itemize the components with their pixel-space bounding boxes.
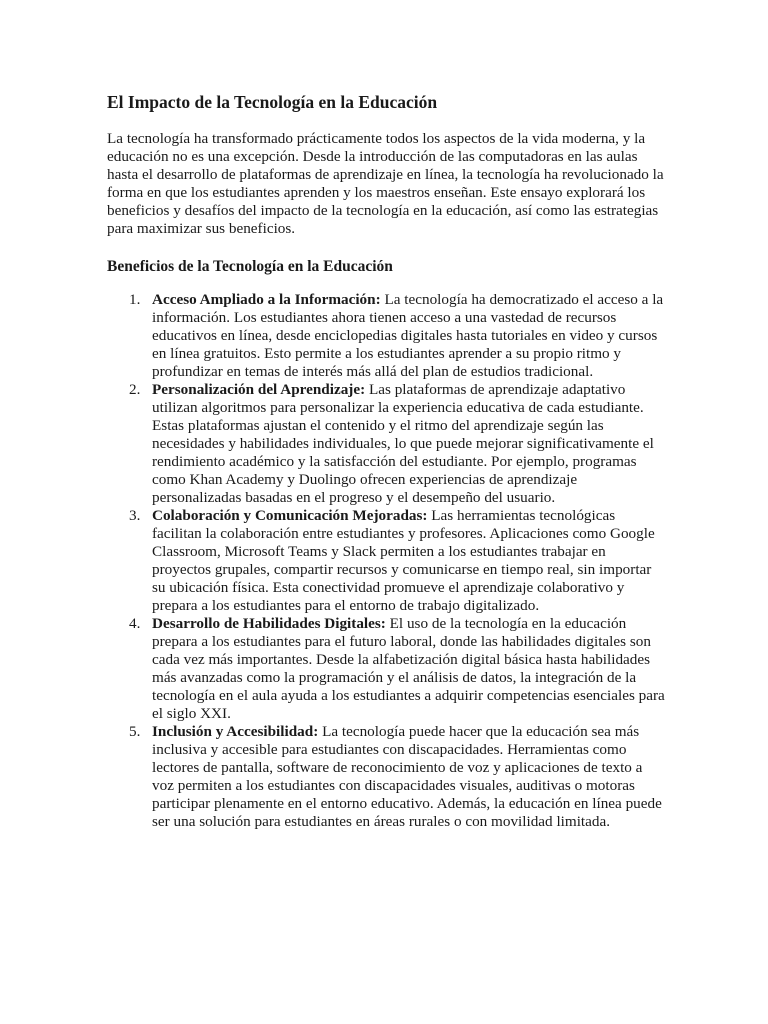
list-item-title: Inclusión y Accesibilidad: — [152, 723, 319, 740]
list-item — [107, 507, 668, 615]
list-item-number: 1. — [129, 291, 141, 308]
document-title: El Impacto de la Tecnología en la Educación — [107, 92, 438, 112]
list-item-text: La tecnología ha democratizado el acceso a la información. Los estudiantes ahora tienen acceso a una vastedad de recursos educativos en línea, desde enciclopedias digitales hasta tutoriales en video y cursos en línea gratuitos. Esto permite a los estudiantes aprender a su propio ritmo y profundizar en temas de interés más allá del plan de estudios tradicional. — [152, 291, 664, 380]
list-item-title: Colaboración y Comunicación Mejoradas: — [152, 507, 428, 524]
section-heading: Beneficios de la Tecnología en la Educación — [107, 258, 393, 275]
list-item-title: Personalización del Aprendizaje: — [152, 381, 366, 398]
benefits-list — [107, 291, 668, 831]
list-item — [107, 381, 668, 507]
intro-paragraph: La tecnología ha transformado prácticamente todos los aspectos de la vida moderna, y la educación no es una excepción. Desde la introducción de las computadoras en las aulas hasta el desarrollo de plataformas de aprendizaje en línea, la tecnología ha revolucionado la forma en que los estudiantes aprenden y los maestros enseñan. Este ensayo explorará los beneficios y desafíos del impacto de la tecnología en la educación, así como las estrategias para maximizar sus beneficios. — [107, 130, 664, 237]
list-item-number: 2. — [129, 381, 141, 398]
list-item-title: Desarrollo de Habilidades Digitales: — [152, 615, 386, 632]
list-item-number: 3. — [129, 507, 141, 524]
list-item-title: Acceso Ampliado a la Información: — [152, 291, 381, 308]
list-item — [107, 291, 668, 381]
list-item — [107, 615, 668, 723]
list-item-text: El uso de la tecnología en la educación prepara a los estudiantes para el futuro laboral, donde las habilidades digitales son cada vez más importantes. Desde la alfabetización digital básica hasta habilidades más avanzadas como la programación y el análisis de datos, la integración de la tecnología en el aula ayuda a los estudiantes a adquirir competencias esenciales para el siglo XXI. — [152, 615, 665, 722]
list-item-number: 4. — [129, 615, 141, 632]
list-item — [107, 723, 668, 831]
list-item-number: 5. — [129, 723, 141, 740]
list-item-text: Las plataformas de aprendizaje adaptativo utilizan algoritmos para personalizar la experiencia educativa de cada estudiante. Estas plataformas ajustan el contenido y el ritmo del aprendizaje según las necesidades y habilidades individuales, lo que puede mejorar significativamente el rendimiento académico y la satisfacción del estudiante. Por ejemplo, programas como Khan Academy y Duolingo ofrecen experiencias de aprendizaje personalizadas basadas en el progreso y el desempeño del usuario. — [152, 381, 654, 506]
list-item-text: Las herramientas tecnológicas facilitan la colaboración entre estudiantes y profesores. Aplicaciones como Google Classroom, Microsoft Teams y Slack permiten a los estudiantes trabajar en proyectos grupales, compartir recursos y comunicarse en tiempo real, sin importar su ubicación física. Esta conectividad promueve el aprendizaje colaborativo y prepara a los estudiantes para el entorno de trabajo digitalizado. — [152, 507, 655, 614]
list-item-text: La tecnología puede hacer que la educación sea más inclusiva y accesible para estudiantes con discapacidades. Herramientas como lectores de pantalla, software de reconocimiento de voz y aplicaciones de texto a voz permiten a los estudiantes con discapacidades visuales, auditivas o motoras participar plenamente en el entorno educativo. Además, la educación en línea puede ser una solución para estudiantes en áreas rurales o con movilidad limitada. — [152, 723, 662, 830]
